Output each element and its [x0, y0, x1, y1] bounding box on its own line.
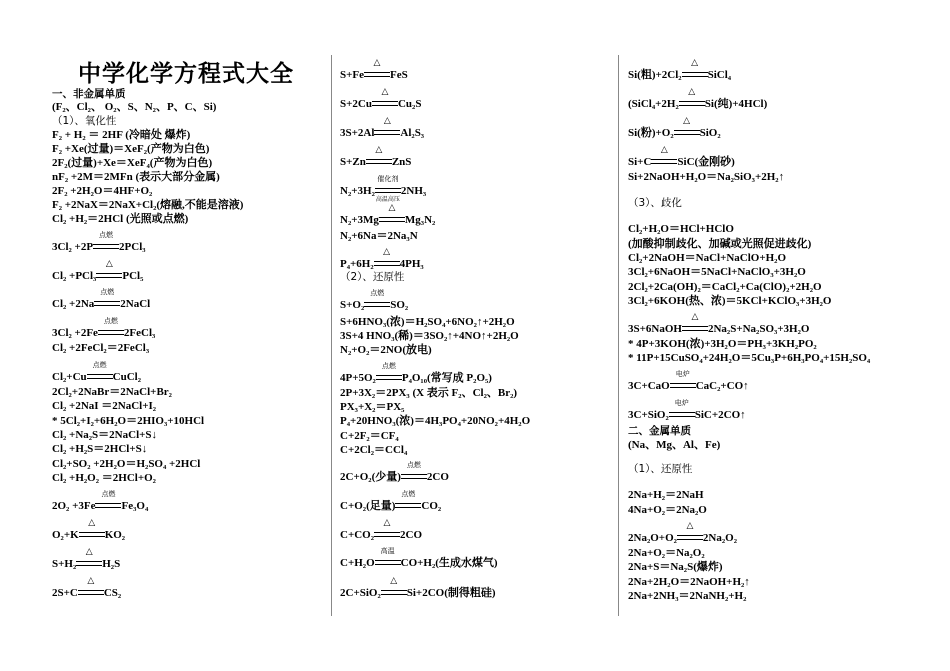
reactants: 2S+C: [52, 587, 78, 599]
condition-arrow: [670, 370, 696, 393]
double-line-sign: [670, 383, 696, 388]
reaction-condition: 点燃: [92, 361, 107, 369]
equation-with-condition: [340, 116, 425, 140]
products: 2NH₃: [400, 185, 427, 197]
products: KO₂: [104, 529, 126, 541]
equation-with-condition: [340, 289, 409, 312]
condition-arrow: [94, 288, 120, 311]
condition-arrow: [78, 576, 104, 600]
products: SiO₂: [699, 127, 721, 139]
condition-arrow: [381, 576, 407, 600]
condition-arrow: [395, 490, 421, 513]
double-line-sign: [374, 130, 400, 135]
equation-with-condition: [340, 58, 408, 82]
double-line-sign: [674, 130, 700, 135]
equation-with-condition: [52, 259, 144, 283]
reactants: (SiCl₄+2H₂: [628, 98, 679, 110]
products: CO₂: [421, 500, 442, 512]
reactants: S+H₂: [52, 558, 77, 570]
products: 4PH₃: [399, 258, 424, 270]
equation-line: 3Cl₂+6KOH(热、浓)＝5KCl+KClO₃+3H₂O: [628, 295, 832, 307]
reaction-condition: △: [686, 521, 694, 531]
products: 2PCl₃: [119, 241, 146, 253]
equation-with-condition: [52, 288, 151, 311]
reaction-condition: △: [383, 518, 391, 528]
reaction-condition: △: [87, 576, 95, 586]
equation-with-condition: [340, 490, 442, 513]
reaction-condition: 点燃: [100, 288, 115, 296]
equation-with-condition: [340, 175, 427, 203]
reaction-condition: △: [660, 145, 668, 155]
reactants: Cl₂ +2Na: [52, 298, 95, 310]
products: 2NaCl: [120, 298, 151, 310]
products: PCl₅: [122, 270, 144, 282]
condition-arrow: [375, 547, 401, 570]
condition-arrow: [669, 399, 695, 422]
reaction-condition: 点燃: [406, 461, 421, 469]
products: CuCl₂: [112, 371, 141, 383]
reactants: 2O₂ +3Fe: [52, 500, 96, 512]
equation-line: C+2F₂＝CF₄: [340, 430, 399, 442]
reaction-condition: 点燃: [381, 362, 396, 370]
reaction-condition: 点燃: [99, 231, 114, 239]
reactants: P₄+6H₂: [340, 258, 374, 270]
reaction-condition: △: [88, 518, 96, 528]
equation-line: Cl₂ +2FeCl₂＝2FeCl₃: [52, 342, 150, 354]
double-line-sign: [395, 503, 421, 508]
condition-arrow: [98, 317, 124, 340]
reaction-condition: △: [688, 87, 696, 97]
double-line-sign: [379, 217, 405, 222]
subsection-heading: （3）、歧化: [628, 197, 682, 209]
equation-with-condition: [52, 231, 146, 254]
products: CS₂: [103, 587, 122, 599]
equation-with-condition: [340, 518, 423, 542]
reactants: C+CO₂: [340, 529, 375, 541]
page-title: 中学化学方程式大全: [78, 61, 294, 87]
reactants: S+O₂: [340, 299, 365, 311]
products: Si+2CO(制得粗硅): [406, 587, 496, 599]
equation-line: (加酸抑制歧化、加碱或光照促进歧化): [628, 238, 812, 250]
equation-line: Cl₂ +H₂S＝2HCl+S↓: [52, 443, 148, 455]
double-line-sign: [401, 474, 427, 479]
equation-line: 2Cl₂+2NaBr＝2NaCl+Br₂: [52, 386, 172, 398]
reaction-condition: 催化剂: [377, 175, 399, 183]
reactants: C+O₂(足量): [340, 500, 396, 512]
condition-arrow: [96, 259, 122, 283]
products: CO+H₂(生成水煤气): [400, 557, 498, 569]
reaction-condition: △: [381, 87, 389, 97]
products: Fe₃O₄: [121, 500, 149, 512]
reactants: 3Cl₂ +2P: [52, 241, 94, 253]
equation-line: Cl₂+SO₂ +2H₂O＝H₂SO₄ +2HCl: [52, 458, 201, 470]
equation-line: 2Na+O₂＝Na₂O₂: [628, 547, 705, 559]
equation-line: F₂ +Xe(过量)＝XeF₂(产物为白色): [52, 143, 210, 155]
column-sulfur-nitrogen-carbon: [333, 0, 618, 671]
condition-arrow: [366, 145, 392, 169]
condition-arrow: [682, 58, 708, 82]
reactants: Cl₂+Cu: [52, 371, 87, 383]
double-line-sign: [94, 301, 120, 306]
reactants: N₂+3H₂: [340, 185, 375, 197]
double-line-sign: [374, 261, 400, 266]
reactants: Cl₂ +PCl₃: [52, 270, 97, 282]
double-line-sign: [374, 532, 400, 537]
equation-line: Cl₂+2NaOH＝NaCl+NaClO+H₂O: [628, 252, 787, 264]
reactants: O₂+K: [52, 529, 79, 541]
equation-line: 2Na+2H₂O＝2NaOH+H₂↑: [628, 576, 750, 588]
equation-line: PX₃+X₂＝PX₅: [340, 401, 405, 413]
reaction-condition: △: [105, 259, 113, 269]
equation-with-condition: [628, 58, 732, 82]
equation-line: * 5Cl₂+I₂+6H₂O＝2HIO₃+10HCl: [52, 415, 205, 427]
reactants: 4P+5O₂: [340, 372, 376, 384]
equation-line: * 11P+15CuSO₄+24H₂O＝5Cu₃P+6H₃PO₄+15H₂SO₄: [628, 352, 871, 364]
double-line-sign: [372, 101, 398, 106]
equation-with-condition: [340, 87, 422, 111]
equation-with-condition: [52, 547, 121, 571]
double-line-sign: [381, 590, 407, 595]
condition-arrow: [374, 116, 400, 140]
condition-arrow: [374, 518, 400, 542]
double-line-sign: [95, 503, 121, 508]
equation-line: (F₂、Cl₂、 O₂、S、N₂、P、C、Si): [52, 101, 217, 113]
condition-arrow: [401, 461, 427, 484]
reactants: 2Na₂O+O₂: [628, 532, 677, 544]
reactants: S+2Cu: [340, 98, 372, 110]
equation-with-condition: [340, 145, 412, 169]
condition-arrow: [379, 203, 405, 227]
equation-with-condition: [340, 247, 424, 271]
double-line-sign: [669, 412, 695, 417]
double-line-sign: [79, 532, 105, 537]
double-line-sign: [87, 374, 113, 379]
reactants: 3Cl₂ +2Fe: [52, 327, 98, 339]
equation-with-condition: [52, 518, 126, 542]
condition-arrow: [674, 116, 700, 140]
double-line-sign: [364, 72, 390, 77]
equation-with-condition: [628, 399, 746, 422]
reaction-condition: 电炉: [675, 370, 690, 378]
reactants: 2C+O₂(少量): [340, 471, 401, 483]
equation-line: * 4P+3KOH(浓)+3H₂O＝PH₃+3KH₂PO₂: [628, 338, 817, 350]
condition-arrow: [374, 247, 400, 271]
reaction-condition-below: 高温高压: [375, 196, 400, 203]
products: Mg₃N₂: [404, 214, 436, 226]
products: H₂S: [102, 558, 121, 570]
reactants: 3S+2Al: [340, 127, 375, 139]
condition-arrow: [677, 521, 703, 545]
products: 2FeCl₃: [123, 327, 156, 339]
equation-with-condition: [628, 521, 738, 545]
reaction-condition: 点燃: [101, 490, 116, 498]
subsection-heading: （1）、氧化性: [52, 115, 117, 127]
products: Si(纯)+4HCl): [704, 98, 768, 110]
equation-line: 4Na+O₂＝2Na₂O: [628, 504, 707, 516]
equation-with-condition: [340, 547, 498, 570]
reaction-condition: 点燃: [370, 289, 385, 297]
equation-line: (Na、Mg、Al、Fe): [628, 439, 721, 451]
double-line-sign: [375, 560, 401, 565]
equation-line: Cl₂ +H₂＝2HCl (光照或点燃): [52, 213, 189, 225]
condition-arrow: [95, 490, 121, 513]
equation-with-condition: [52, 490, 149, 513]
double-line-sign: [679, 101, 705, 106]
reactants: 3S+6NaOH: [628, 323, 682, 335]
double-line-sign: [98, 330, 124, 335]
products: 2CO: [400, 529, 423, 541]
condition-arrow: [364, 58, 390, 82]
reactants: 2C+SiO₂: [340, 587, 381, 599]
equation-line: 3S+4 HNO₃(稀)＝3SO₂↑+4NO↑+2H₂O: [340, 330, 519, 342]
reaction-condition: △: [375, 145, 383, 155]
double-line-sign: [375, 188, 401, 193]
reaction-condition: 高温: [380, 547, 395, 555]
column-silicon-metals: [620, 0, 950, 671]
reaction-condition: △: [373, 58, 381, 68]
equation-line: N₂+O₂＝2NO(放电): [340, 344, 432, 356]
double-line-sign: [76, 561, 102, 566]
condition-arrow: [87, 361, 113, 384]
reaction-condition: △: [383, 116, 391, 126]
equation-line: F₂ + H₂ ＝ 2HF (冷暗处 爆炸): [52, 129, 191, 141]
condition-arrow: [364, 289, 390, 312]
reactants: Si(粗)+2Cl₂: [628, 69, 682, 81]
reactants: N₂+3Mg: [340, 214, 379, 226]
reactants: 3C+CaO: [628, 380, 670, 392]
reactants: 3C+SiO₂: [628, 409, 669, 421]
equation-line: nF₂ +2M＝2MFn (表示大部分金属): [52, 171, 220, 183]
equation-line: 2Na+S＝Na₂S(爆炸): [628, 561, 723, 573]
products: 2Na₂S+Na₂SO₃+3H₂O: [707, 323, 810, 335]
double-line-sign: [78, 590, 104, 595]
section-heading: 二、金属单质: [628, 425, 691, 437]
equation-line: Cl₂+H₂O＝HCl+HClO: [628, 223, 734, 235]
condition-arrow: [651, 145, 677, 169]
reaction-condition: △: [691, 58, 699, 68]
equation-with-condition: [628, 370, 749, 393]
products: SiC(金刚砂): [677, 156, 735, 168]
double-line-sign: [364, 302, 390, 307]
double-line-sign: [376, 375, 402, 380]
equation-line: 2Na+2NH₃＝2NaNH₂+H₂: [628, 590, 747, 602]
equation-with-condition: [628, 145, 735, 169]
reaction-condition: △: [388, 203, 396, 213]
equation-line: 2P+3X₂＝2PX₃ (X 表示 F₂、Cl₂、Br₂): [340, 387, 518, 399]
double-line-sign: [682, 72, 708, 77]
reaction-condition: 电炉: [674, 399, 689, 407]
products: Cu₂S: [397, 98, 422, 110]
equation-line: 2F₂(过量)+Xe＝XeF₄(产物为白色): [52, 157, 213, 169]
condition-arrow: [76, 547, 102, 571]
products: SiC+2CO↑: [694, 409, 746, 421]
products: P₄O₁₀(常写成 P₂O₅): [401, 372, 492, 384]
reaction-condition: △: [85, 547, 93, 557]
equation-with-condition: [52, 576, 122, 600]
equation-with-condition: [52, 361, 141, 384]
condition-arrow: [679, 87, 705, 111]
products: 2CO: [426, 471, 449, 483]
section-heading: 一、非金属单质: [52, 88, 126, 100]
equation-with-condition: [340, 461, 449, 484]
equation-with-condition: [628, 312, 810, 336]
equation-line: Cl₂ +Na₂S＝2NaCl+S↓: [52, 429, 158, 441]
subsection-heading: （1）、还原性: [628, 463, 693, 475]
equation-line: N₂+6Na＝2Na₃N: [340, 230, 418, 242]
products: ZnS: [391, 156, 412, 168]
reactants: Si+C: [628, 156, 652, 168]
equation-line: F₂ +2NaX＝2NaX+Cl₂(熔融,不能是溶液): [52, 199, 244, 211]
equation-line: P₄+20HNO₃(浓)＝4H₃PO₄+20NO₂+4H₂O: [340, 415, 531, 427]
subsection-heading: （2）、还原性: [340, 271, 405, 283]
reaction-condition: △: [383, 247, 391, 257]
equation-line: Cl₂ +H₂O₂ ＝2HCl+O₂: [52, 472, 156, 484]
reactants: Si(粉)+O₂: [628, 127, 674, 139]
products: CaC₂+CO↑: [695, 380, 749, 392]
reactants: S+Zn: [340, 156, 366, 168]
equation-line: S+6HNO₃(浓)＝H₂SO₄+6NO₂↑+2H₂O: [340, 316, 515, 328]
products: Al₂S₃: [400, 127, 425, 139]
double-line-sign: [682, 326, 708, 331]
double-line-sign: [93, 244, 119, 249]
reaction-condition: 点燃: [401, 490, 416, 498]
equation-line: Cl₂ +2NaI ＝2NaCl+I₂: [52, 400, 157, 412]
condition-arrow: [376, 362, 402, 385]
condition-arrow: [93, 231, 119, 254]
equation-line: C+2Cl₂＝CCl₄: [340, 444, 408, 456]
equation-with-condition: [340, 203, 436, 227]
products: 2Na₂O₂: [702, 532, 738, 544]
equation-with-condition: [340, 576, 496, 600]
double-line-sign: [677, 535, 703, 540]
reaction-condition: △: [691, 312, 699, 322]
reaction-condition: △: [683, 116, 691, 126]
reactants: S+Fe: [340, 69, 364, 81]
products: SO₂: [390, 299, 409, 311]
condition-arrow: [79, 518, 105, 542]
reaction-condition: 点燃: [103, 317, 118, 325]
products: SiCl₄: [707, 69, 732, 81]
column-divider: [618, 55, 619, 616]
column-divider: [331, 55, 332, 616]
double-line-sign: [651, 159, 677, 164]
double-line-sign: [96, 273, 122, 278]
column-nonmetal-oxidation: [0, 0, 330, 671]
equation-with-condition: [340, 362, 492, 385]
equation-line: 2F₂ +2H₂O＝4HF+O₂: [52, 185, 153, 197]
double-line-sign: [366, 159, 392, 164]
condition-arrow: [682, 312, 708, 336]
equation-with-condition: [628, 87, 768, 111]
equation-line: Si+2NaOH+H₂O＝Na₂SiO₃+2H₂↑: [628, 171, 785, 183]
equation-with-condition: [52, 317, 156, 340]
equation-line: 3Cl₂+6NaOH＝5NaCl+NaClO₃+3H₂O: [628, 266, 806, 278]
condition-arrow: [375, 175, 401, 203]
reaction-condition: △: [390, 576, 398, 586]
reactants: C+H₂O: [340, 557, 375, 569]
products: FeS: [390, 69, 408, 81]
equation-line: 2Cl₂+2Ca(OH)₂＝CaCl₂+Ca(ClO)₂+2H₂O: [628, 281, 822, 293]
condition-arrow: [372, 87, 398, 111]
equation-line: 2Na+H₂＝2NaH: [628, 489, 704, 501]
equation-with-condition: [628, 116, 721, 140]
